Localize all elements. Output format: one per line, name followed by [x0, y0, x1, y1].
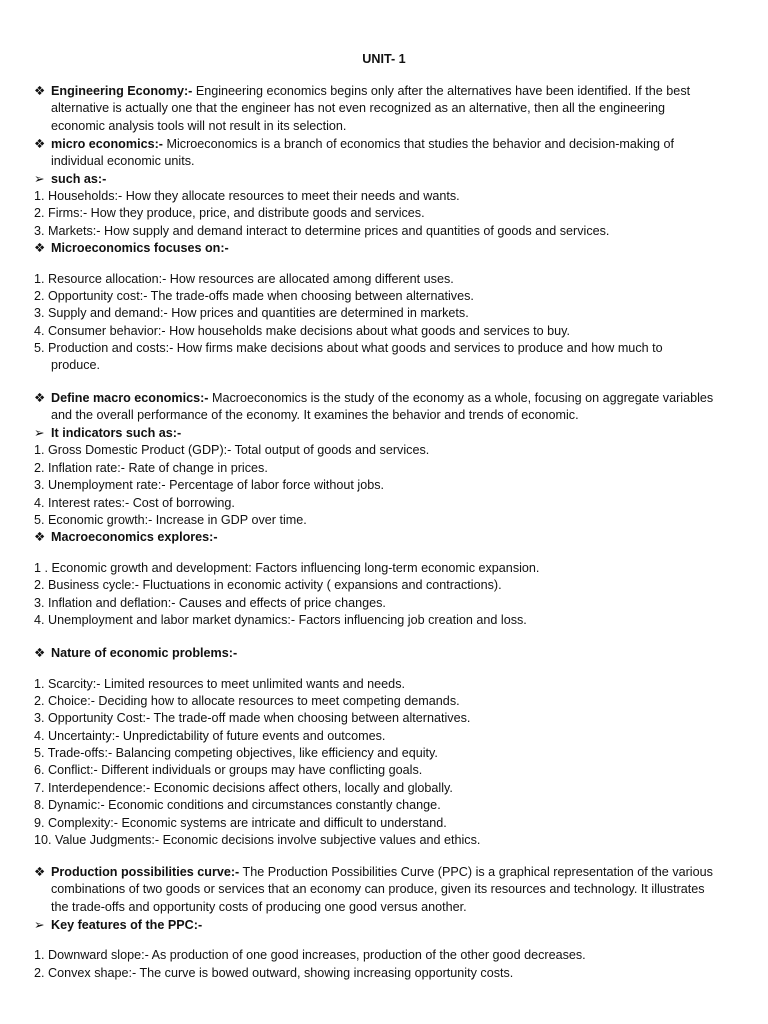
- list-item: 1. Resource allocation:- How resources are allocated among different uses.: [34, 272, 454, 286]
- list-item: 4. Uncertainty:- Unpredictability of future events and outcomes.: [34, 729, 386, 743]
- ppc-text: combinations of two goods or services that an economy can produce, given its resources and technology. It illustrates: [51, 882, 705, 897]
- list-item: 2. Convex shape:- The curve is bowed outward, showing increasing opportunity costs.: [34, 966, 514, 980]
- list-item: 1. Scarcity:- Limited resources to meet unlimited wants and needs.: [34, 677, 405, 691]
- macro-explores-heading: Macroeconomics explores:-: [51, 530, 218, 544]
- list-item: 1. Households:- How they allocate resources to meet their needs and wants.: [34, 189, 460, 203]
- arrow-icon: ➢: [34, 172, 45, 186]
- bullet-icon: ❖: [34, 530, 46, 544]
- list-item: 1 . Economic growth and development: Factors influencing long-term economic expansion.: [34, 561, 540, 575]
- macro-economics-text: Macroeconomics is the study of the economy as a whole, focusing on aggregate variables: [208, 391, 714, 405]
- list-item-continuation: produce.: [51, 358, 101, 372]
- list-item: 7. Interdependence:- Economic decisions affect others, locally and globally.: [34, 781, 453, 795]
- bullet-icon: ❖: [34, 84, 46, 98]
- list-item: 3. Markets:- How supply and demand interact to determine prices and quantities of goods and services.: [34, 224, 610, 238]
- engineering-economy-text: Engineering economics begins only after the alternatives have been identified. If the best: [192, 84, 691, 98]
- ppc-features-heading: Key features of the PPC:-: [51, 918, 203, 932]
- list-item: 3. Inflation and deflation:- Causes and effects of price changes.: [34, 596, 386, 610]
- arrow-icon: ➢: [34, 918, 45, 932]
- list-item: 5. Production and costs:- How firms make decisions about what goods and services to produce and how much to: [34, 341, 663, 355]
- list-item: 5. Economic growth:- Increase in GDP over time.: [34, 513, 307, 527]
- list-item: 3. Unemployment rate:- Percentage of labor force without jobs.: [34, 478, 385, 492]
- list-item: 10. Value Judgments:- Economic decisions involve subjective values and ethics.: [34, 833, 481, 847]
- bullet-icon: ❖: [34, 865, 46, 879]
- list-item: 2. Firms:- How they produce, price, and distribute goods and services.: [34, 206, 425, 220]
- list-item: 4. Interest rates:- Cost of borrowing.: [34, 496, 235, 510]
- list-item: 2. Business cycle:- Fluctuations in economic activity ( expansions and contractions).: [34, 578, 502, 592]
- bullet-icon: ❖: [34, 241, 46, 255]
- micro-economics-heading: micro economics:-: [51, 137, 163, 151]
- micro-focus-heading: Microeconomics focuses on:-: [51, 241, 229, 255]
- macro-economics-heading: Define macro economics:-: [51, 391, 209, 405]
- engineering-economy-heading: Engineering Economy:-: [51, 84, 193, 98]
- macro-economics-text: and the overall performance of the economy. It examines the behavior and trends of economic.: [51, 408, 579, 423]
- list-item: 5. Trade-offs:- Balancing competing objectives, like efficiency and equity.: [34, 746, 438, 760]
- list-item: 4. Unemployment and labor market dynamics:- Factors influencing job creation and loss.: [34, 613, 527, 627]
- page-title: UNIT- 1: [362, 52, 406, 66]
- nature-heading: Nature of economic problems:-: [51, 646, 238, 660]
- list-item: 2. Inflation rate:- Rate of change in prices.: [34, 461, 268, 475]
- list-item: 9. Complexity:- Economic systems are intricate and difficult to understand.: [34, 816, 447, 830]
- list-item: 4. Consumer behavior:- How households make decisions about what goods and services to buy.: [34, 324, 570, 338]
- list-item: 2. Opportunity cost:- The trade-offs made when choosing between alternatives.: [34, 289, 474, 303]
- list-item: 8. Dynamic:- Economic conditions and circumstances constantly change.: [34, 798, 441, 812]
- arrow-icon: ➢: [34, 426, 45, 440]
- list-item: 3. Supply and demand:- How prices and quantities are determined in markets.: [34, 306, 469, 320]
- indicators-heading: It indicators such as:-: [51, 426, 182, 440]
- bullet-icon: ❖: [34, 646, 46, 660]
- ppc-text: the trade-offs and opportunity costs of producing one good versus another.: [51, 899, 467, 914]
- micro-economics-text: Microeconomics is a branch of economics that studies the behavior and decision-making of: [162, 137, 674, 151]
- bullet-icon: ❖: [34, 137, 46, 151]
- bullet-icon: ❖: [34, 391, 46, 405]
- engineering-economy-text: economic analysis tools will not result in its selection.: [51, 118, 347, 133]
- list-item: 6. Conflict:- Different individuals or groups may have conflicting goals.: [34, 763, 423, 777]
- engineering-economy-text: alternative is actually one that the engineer has not even recognized as an alternative, then all the engineering: [51, 101, 666, 116]
- such-as-heading: such as:-: [51, 172, 107, 186]
- list-item: 1. Gross Domestic Product (GDP):- Total output of goods and services.: [34, 443, 430, 457]
- list-item: 2. Choice:- Deciding how to allocate resources to meet competing demands.: [34, 694, 460, 708]
- ppc-heading: Production possibilities curve:-: [51, 865, 240, 879]
- ppc-text: The Production Possibilities Curve (PPC) is a graphical representation of the various: [239, 865, 713, 879]
- list-item: 3. Opportunity Cost:- The trade-off made when choosing between alternatives.: [34, 711, 471, 725]
- list-item: 1. Downward slope:- As production of one good increases, production of the other good decreases.: [34, 948, 586, 962]
- micro-economics-text: individual economic units.: [51, 154, 195, 169]
